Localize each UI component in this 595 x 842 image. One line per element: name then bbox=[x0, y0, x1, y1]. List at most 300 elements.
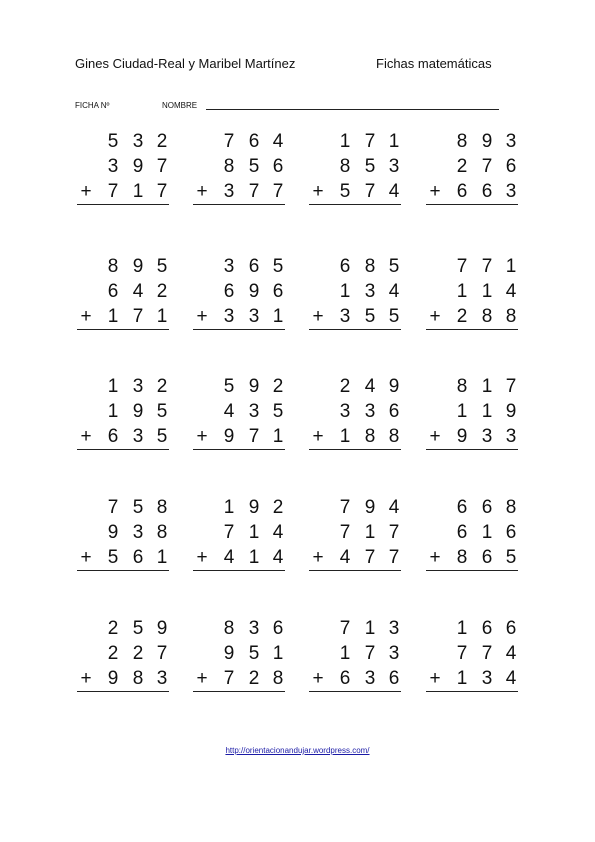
digit: 2 bbox=[107, 643, 119, 664]
digit: 1 bbox=[272, 306, 284, 327]
digit: 5 bbox=[156, 426, 168, 447]
digit: 5 bbox=[364, 156, 376, 177]
addend-row-last bbox=[309, 304, 401, 329]
digit: 4 bbox=[339, 547, 351, 568]
digit: 4 bbox=[223, 547, 235, 568]
addend-row bbox=[426, 399, 518, 424]
digit: 6 bbox=[388, 668, 400, 689]
digit: 9 bbox=[248, 497, 260, 518]
digit: 8 bbox=[505, 497, 517, 518]
digit: 7 bbox=[248, 426, 260, 447]
addend-row bbox=[193, 374, 285, 399]
footer-link[interactable]: http://orientacionandujar.wordpress.com/ bbox=[225, 746, 370, 755]
plus-sign: + bbox=[196, 668, 208, 689]
plus-sign: + bbox=[312, 426, 324, 447]
digit: 2 bbox=[156, 281, 168, 302]
digit: 6 bbox=[505, 618, 517, 639]
addend-row bbox=[77, 616, 169, 641]
digit: 7 bbox=[223, 522, 235, 543]
digit: 3 bbox=[481, 668, 493, 689]
digit: 9 bbox=[248, 376, 260, 397]
addition-problem bbox=[193, 374, 285, 449]
digit: 7 bbox=[107, 181, 119, 202]
digit: 7 bbox=[132, 306, 144, 327]
addend-row bbox=[309, 279, 401, 304]
plus-sign: + bbox=[80, 426, 92, 447]
digit: 4 bbox=[272, 522, 284, 543]
digit: 7 bbox=[156, 156, 168, 177]
addend-row bbox=[77, 641, 169, 666]
plus-sign: + bbox=[196, 547, 208, 568]
digit: 3 bbox=[248, 618, 260, 639]
digit: 4 bbox=[223, 401, 235, 422]
digit: 7 bbox=[272, 181, 284, 202]
addend-row bbox=[426, 520, 518, 545]
digit: 2 bbox=[456, 156, 468, 177]
addend-row-last bbox=[193, 424, 285, 449]
addend-row bbox=[193, 520, 285, 545]
digit: 2 bbox=[132, 643, 144, 664]
digit: 3 bbox=[223, 181, 235, 202]
digit: 5 bbox=[132, 618, 144, 639]
digit: 1 bbox=[107, 401, 119, 422]
digit: 8 bbox=[388, 426, 400, 447]
addend-row bbox=[426, 374, 518, 399]
addend-row-last bbox=[426, 304, 518, 329]
digit: 7 bbox=[107, 497, 119, 518]
digit: 3 bbox=[223, 256, 235, 277]
sum-line bbox=[193, 204, 285, 205]
digit: 3 bbox=[388, 156, 400, 177]
addition-problem bbox=[193, 495, 285, 570]
addition-problem bbox=[77, 374, 169, 449]
plus-sign: + bbox=[196, 181, 208, 202]
digit: 5 bbox=[505, 547, 517, 568]
digit: 5 bbox=[248, 156, 260, 177]
digit: 9 bbox=[456, 426, 468, 447]
digit: 1 bbox=[223, 497, 235, 518]
plus-sign: + bbox=[429, 547, 441, 568]
ficha-label: FICHA Nº bbox=[75, 101, 110, 110]
addition-problem bbox=[193, 616, 285, 691]
digit: 6 bbox=[481, 497, 493, 518]
digit: 9 bbox=[132, 256, 144, 277]
digit: 5 bbox=[364, 306, 376, 327]
addend-row bbox=[426, 154, 518, 179]
digit: 3 bbox=[248, 401, 260, 422]
plus-sign: + bbox=[196, 426, 208, 447]
sum-line bbox=[193, 570, 285, 571]
addend-row bbox=[77, 129, 169, 154]
digit: 9 bbox=[156, 618, 168, 639]
addend-row bbox=[426, 495, 518, 520]
digit: 7 bbox=[481, 256, 493, 277]
digit: 6 bbox=[339, 668, 351, 689]
digit: 3 bbox=[132, 522, 144, 543]
digit: 3 bbox=[223, 306, 235, 327]
digit: 8 bbox=[505, 306, 517, 327]
digit: 7 bbox=[481, 156, 493, 177]
digit: 3 bbox=[339, 401, 351, 422]
digit: 7 bbox=[156, 181, 168, 202]
digit: 8 bbox=[156, 522, 168, 543]
sum-line bbox=[426, 570, 518, 571]
digit: 5 bbox=[156, 256, 168, 277]
addend-row bbox=[426, 616, 518, 641]
addend-row-last bbox=[77, 545, 169, 570]
sum-line bbox=[77, 449, 169, 450]
addend-row-last bbox=[193, 179, 285, 204]
digit: 1 bbox=[339, 281, 351, 302]
digit: 6 bbox=[505, 156, 517, 177]
digit: 5 bbox=[339, 181, 351, 202]
sum-line bbox=[309, 329, 401, 330]
digit: 4 bbox=[505, 281, 517, 302]
addition-problem bbox=[309, 374, 401, 449]
addend-row-last bbox=[193, 304, 285, 329]
digit: 5 bbox=[388, 256, 400, 277]
digit: 8 bbox=[107, 256, 119, 277]
addend-row bbox=[309, 641, 401, 666]
digit: 2 bbox=[272, 376, 284, 397]
digit: 1 bbox=[272, 643, 284, 664]
digit: 5 bbox=[223, 376, 235, 397]
digit: 2 bbox=[107, 618, 119, 639]
plus-sign: + bbox=[312, 668, 324, 689]
addend-row bbox=[309, 129, 401, 154]
addend-row bbox=[193, 154, 285, 179]
digit: 9 bbox=[388, 376, 400, 397]
digit: 8 bbox=[456, 376, 468, 397]
digit: 3 bbox=[364, 281, 376, 302]
digit: 3 bbox=[388, 643, 400, 664]
sum-line bbox=[309, 570, 401, 571]
digit: 4 bbox=[388, 181, 400, 202]
sum-line bbox=[193, 691, 285, 692]
addend-row bbox=[77, 279, 169, 304]
digit: 3 bbox=[339, 306, 351, 327]
digit: 4 bbox=[132, 281, 144, 302]
digit: 3 bbox=[248, 306, 260, 327]
addend-row-last bbox=[193, 666, 285, 691]
digit: 1 bbox=[456, 401, 468, 422]
digit: 2 bbox=[156, 376, 168, 397]
sum-line bbox=[77, 691, 169, 692]
nombre-line bbox=[206, 109, 499, 110]
digit: 6 bbox=[456, 522, 468, 543]
nombre-label: NOMBRE bbox=[162, 101, 198, 110]
plus-sign: + bbox=[429, 668, 441, 689]
addend-row-last bbox=[309, 424, 401, 449]
digit: 6 bbox=[107, 426, 119, 447]
digit: 1 bbox=[339, 643, 351, 664]
digit: 1 bbox=[156, 547, 168, 568]
addend-row bbox=[77, 399, 169, 424]
digit: 2 bbox=[456, 306, 468, 327]
digit: 5 bbox=[156, 401, 168, 422]
digit: 7 bbox=[364, 181, 376, 202]
digit: 7 bbox=[364, 131, 376, 152]
addition-problem bbox=[426, 129, 518, 204]
digit: 1 bbox=[248, 522, 260, 543]
digit: 6 bbox=[272, 156, 284, 177]
digit: 3 bbox=[132, 426, 144, 447]
digit: 1 bbox=[364, 522, 376, 543]
digit: 3 bbox=[132, 376, 144, 397]
addend-row-last bbox=[426, 666, 518, 691]
digit: 9 bbox=[364, 497, 376, 518]
digit: 6 bbox=[223, 281, 235, 302]
digit: 1 bbox=[481, 401, 493, 422]
addition-problem bbox=[77, 495, 169, 570]
digit: 1 bbox=[107, 306, 119, 327]
digit: 1 bbox=[388, 131, 400, 152]
addend-row bbox=[77, 154, 169, 179]
addend-row bbox=[77, 520, 169, 545]
digit: 7 bbox=[339, 497, 351, 518]
sum-line bbox=[426, 204, 518, 205]
digit: 7 bbox=[248, 181, 260, 202]
digit: 7 bbox=[481, 643, 493, 664]
digit: 6 bbox=[132, 547, 144, 568]
addition-problem bbox=[426, 616, 518, 691]
addend-row bbox=[77, 374, 169, 399]
digit: 1 bbox=[456, 618, 468, 639]
digit: 6 bbox=[272, 618, 284, 639]
sum-line bbox=[309, 449, 401, 450]
digit: 7 bbox=[456, 643, 468, 664]
digit: 6 bbox=[505, 522, 517, 543]
digit: 7 bbox=[339, 522, 351, 543]
digit: 6 bbox=[481, 181, 493, 202]
digit: 4 bbox=[388, 497, 400, 518]
digit: 8 bbox=[223, 618, 235, 639]
digit: 1 bbox=[505, 256, 517, 277]
digit: 1 bbox=[272, 426, 284, 447]
addend-row-last bbox=[77, 179, 169, 204]
digit: 8 bbox=[456, 131, 468, 152]
sum-line bbox=[426, 449, 518, 450]
digit: 9 bbox=[132, 401, 144, 422]
plus-sign: + bbox=[429, 306, 441, 327]
addition-problem bbox=[77, 129, 169, 204]
addend-row bbox=[309, 399, 401, 424]
addend-row-last bbox=[77, 424, 169, 449]
digit: 1 bbox=[456, 668, 468, 689]
addition-problem bbox=[426, 495, 518, 570]
digit: 5 bbox=[248, 643, 260, 664]
digit: 8 bbox=[272, 668, 284, 689]
addend-row bbox=[193, 254, 285, 279]
addend-row bbox=[309, 254, 401, 279]
plus-sign: + bbox=[312, 181, 324, 202]
addend-row-last bbox=[193, 545, 285, 570]
digit: 4 bbox=[272, 547, 284, 568]
addend-row bbox=[426, 279, 518, 304]
digit: 8 bbox=[132, 668, 144, 689]
addend-row bbox=[426, 129, 518, 154]
sum-line bbox=[426, 329, 518, 330]
addition-problem bbox=[309, 616, 401, 691]
digit: 2 bbox=[339, 376, 351, 397]
digit: 3 bbox=[505, 181, 517, 202]
digit: 7 bbox=[223, 131, 235, 152]
digit: 7 bbox=[364, 643, 376, 664]
digit: 7 bbox=[339, 618, 351, 639]
digit: 1 bbox=[107, 376, 119, 397]
plus-sign: + bbox=[80, 306, 92, 327]
digit: 6 bbox=[272, 281, 284, 302]
addition-problem bbox=[77, 254, 169, 329]
digit: 8 bbox=[339, 156, 351, 177]
digit: 6 bbox=[248, 131, 260, 152]
digit: 4 bbox=[388, 281, 400, 302]
digit: 3 bbox=[364, 668, 376, 689]
addend-row bbox=[309, 520, 401, 545]
digit: 3 bbox=[156, 668, 168, 689]
sum-line bbox=[77, 570, 169, 571]
digit: 6 bbox=[107, 281, 119, 302]
plus-sign: + bbox=[312, 547, 324, 568]
digit: 9 bbox=[223, 643, 235, 664]
digit: 4 bbox=[272, 131, 284, 152]
addend-row bbox=[193, 399, 285, 424]
sum-line bbox=[77, 329, 169, 330]
digit: 1 bbox=[481, 281, 493, 302]
addend-row-last bbox=[77, 666, 169, 691]
plus-sign: + bbox=[80, 181, 92, 202]
sum-line bbox=[309, 691, 401, 692]
addend-row bbox=[193, 641, 285, 666]
digit: 1 bbox=[132, 181, 144, 202]
plus-sign: + bbox=[312, 306, 324, 327]
addend-row bbox=[309, 495, 401, 520]
addend-row bbox=[426, 641, 518, 666]
addition-problem bbox=[193, 129, 285, 204]
addend-row-last bbox=[426, 545, 518, 570]
digit: 6 bbox=[339, 256, 351, 277]
addend-row-last bbox=[77, 304, 169, 329]
addition-problem bbox=[309, 495, 401, 570]
digit: 4 bbox=[364, 376, 376, 397]
digit: 7 bbox=[505, 376, 517, 397]
sum-line bbox=[77, 204, 169, 205]
digit: 6 bbox=[481, 547, 493, 568]
digit: 2 bbox=[272, 497, 284, 518]
addition-problem bbox=[77, 616, 169, 691]
addend-row-last bbox=[309, 666, 401, 691]
digit: 5 bbox=[272, 256, 284, 277]
digit: 7 bbox=[156, 643, 168, 664]
digit: 3 bbox=[364, 401, 376, 422]
addition-problem bbox=[426, 374, 518, 449]
digit: 1 bbox=[248, 547, 260, 568]
digit: 9 bbox=[481, 131, 493, 152]
addend-row bbox=[193, 616, 285, 641]
sum-line bbox=[426, 691, 518, 692]
digit: 6 bbox=[248, 256, 260, 277]
addend-row-last bbox=[309, 545, 401, 570]
digit: 6 bbox=[388, 401, 400, 422]
digit: 3 bbox=[505, 131, 517, 152]
digit: 8 bbox=[364, 426, 376, 447]
addend-row bbox=[426, 254, 518, 279]
addend-row bbox=[193, 495, 285, 520]
addend-row bbox=[193, 279, 285, 304]
plus-sign: + bbox=[429, 181, 441, 202]
digit: 8 bbox=[456, 547, 468, 568]
digit: 5 bbox=[107, 131, 119, 152]
digit: 4 bbox=[505, 643, 517, 664]
digit: 3 bbox=[107, 156, 119, 177]
digit: 8 bbox=[364, 256, 376, 277]
digit: 2 bbox=[156, 131, 168, 152]
addend-row bbox=[309, 154, 401, 179]
addend-row bbox=[309, 374, 401, 399]
digit: 7 bbox=[388, 522, 400, 543]
digit: 2 bbox=[248, 668, 260, 689]
digit: 8 bbox=[156, 497, 168, 518]
digit: 3 bbox=[132, 131, 144, 152]
digit: 8 bbox=[481, 306, 493, 327]
addend-row bbox=[77, 495, 169, 520]
addition-problem bbox=[309, 129, 401, 204]
addition-problem bbox=[309, 254, 401, 329]
digit: 7 bbox=[388, 547, 400, 568]
addend-row bbox=[77, 254, 169, 279]
addend-row-last bbox=[426, 424, 518, 449]
digit: 7 bbox=[364, 547, 376, 568]
digit: 1 bbox=[456, 281, 468, 302]
digit: 5 bbox=[388, 306, 400, 327]
digit: 6 bbox=[456, 181, 468, 202]
digit: 6 bbox=[481, 618, 493, 639]
digit: 9 bbox=[505, 401, 517, 422]
sum-line bbox=[309, 204, 401, 205]
digit: 1 bbox=[481, 522, 493, 543]
addition-problem bbox=[193, 254, 285, 329]
digit: 3 bbox=[481, 426, 493, 447]
plus-sign: + bbox=[80, 668, 92, 689]
plus-sign: + bbox=[196, 306, 208, 327]
digit: 1 bbox=[156, 306, 168, 327]
digit: 9 bbox=[223, 426, 235, 447]
digit: 7 bbox=[223, 668, 235, 689]
addend-row-last bbox=[426, 179, 518, 204]
addition-problem bbox=[426, 254, 518, 329]
digit: 9 bbox=[107, 522, 119, 543]
sum-line bbox=[193, 329, 285, 330]
digit: 7 bbox=[456, 256, 468, 277]
digit: 3 bbox=[388, 618, 400, 639]
digit: 5 bbox=[107, 547, 119, 568]
digit: 4 bbox=[505, 668, 517, 689]
addend-row bbox=[309, 616, 401, 641]
digit: 1 bbox=[481, 376, 493, 397]
digit: 9 bbox=[107, 668, 119, 689]
plus-sign: + bbox=[80, 547, 92, 568]
digit: 1 bbox=[339, 426, 351, 447]
digit: 5 bbox=[272, 401, 284, 422]
digit: 5 bbox=[132, 497, 144, 518]
header-authors: Gines Ciudad-Real y Maribel Martínez bbox=[75, 56, 296, 71]
plus-sign: + bbox=[429, 426, 441, 447]
digit: 1 bbox=[364, 618, 376, 639]
digit: 9 bbox=[132, 156, 144, 177]
digit: 8 bbox=[223, 156, 235, 177]
header-title: Fichas matemáticas bbox=[376, 56, 492, 71]
digit: 9 bbox=[248, 281, 260, 302]
